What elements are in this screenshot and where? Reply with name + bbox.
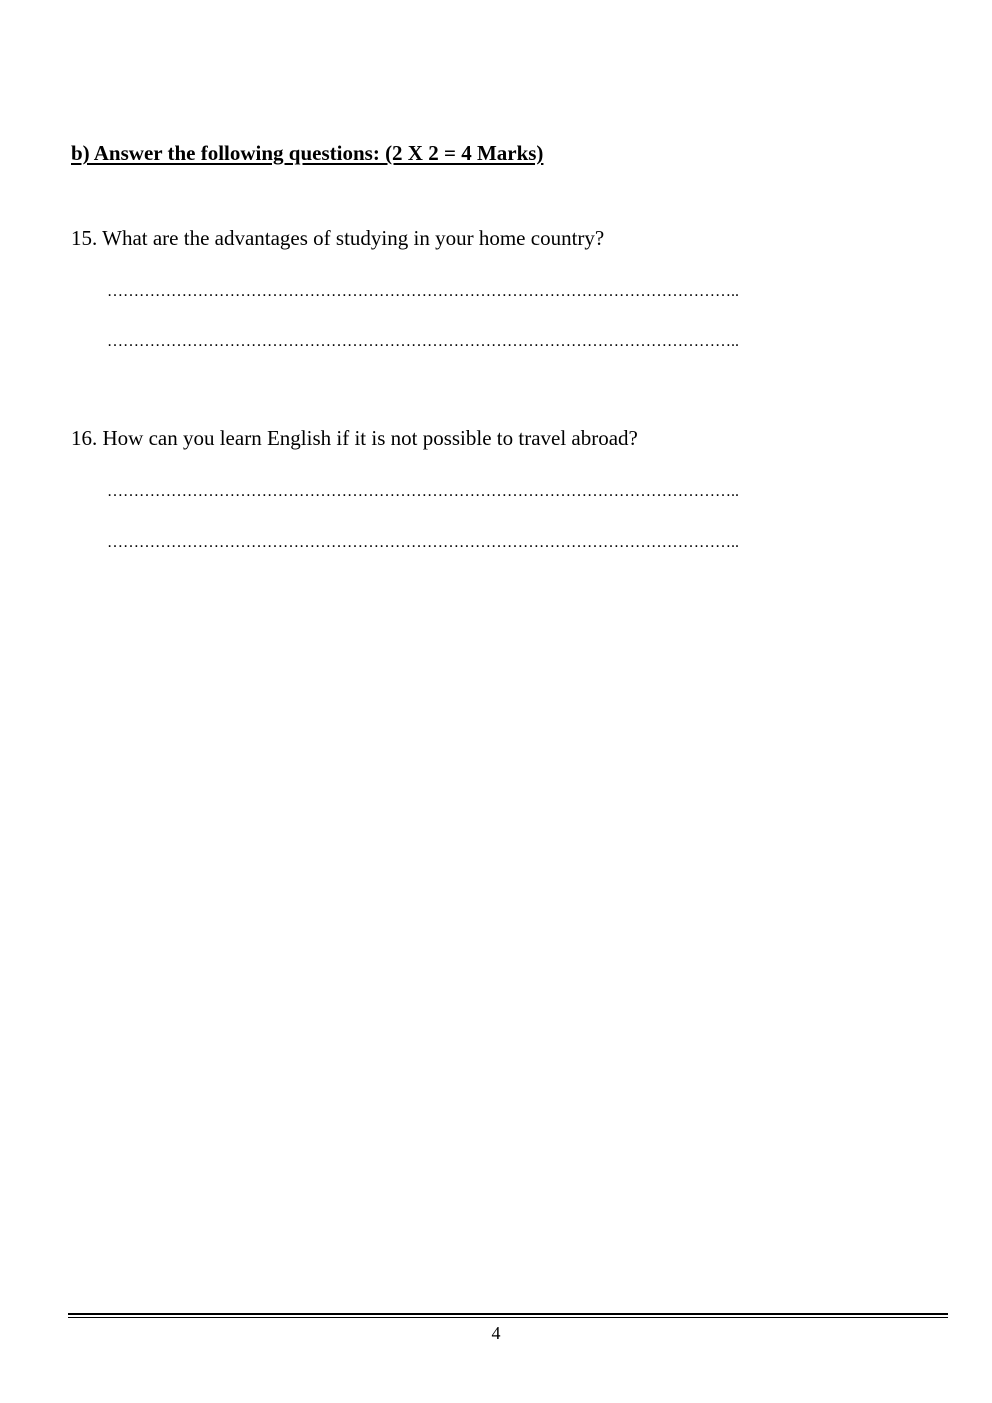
page-number: 4 [491,1323,501,1343]
answer-line-16-2: ……………………………………………………………………………………………………….. [107,534,739,551]
question-15: 15. What are the advantages of studying in your home country? [71,226,605,250]
answer-line-16-1: ……………………………………………………………………………………………………….. [107,483,739,500]
question-16: 16. How can you learn English if it is not possible to travel abroad? [71,426,638,450]
answer-line-15-2: ……………………………………………………………………………………………………….. [107,333,739,350]
section-heading: b) Answer the following questions: (2 X 2 = 4 Marks) [71,141,544,165]
answer-line-15-1: ……………………………………………………………………………………………………….. [107,283,739,300]
footer-rule-bottom [68,1317,948,1318]
footer-rule-top [68,1313,948,1315]
